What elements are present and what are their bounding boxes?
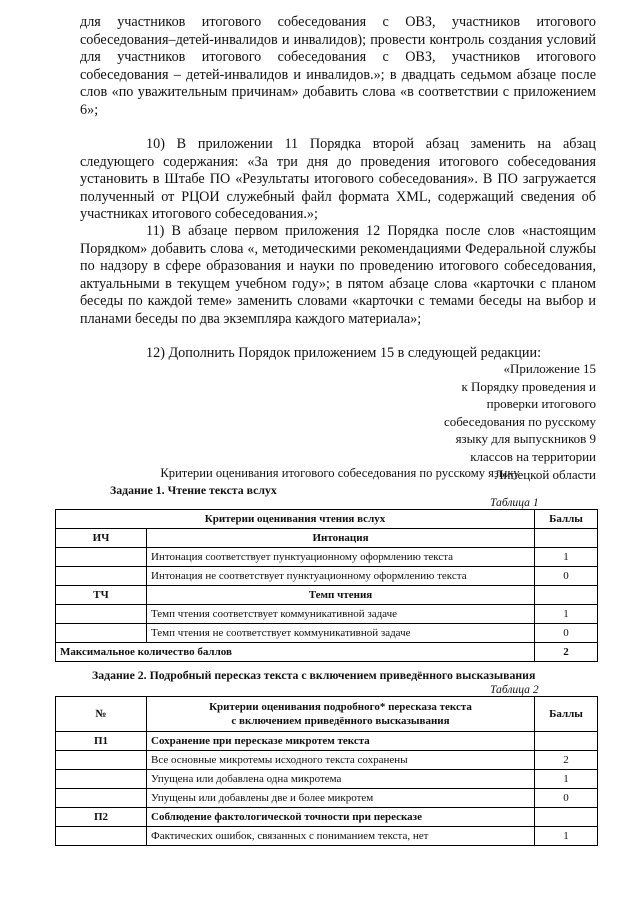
table1-code-tch: ТЧ [56, 586, 147, 605]
table2-header-points: Баллы [535, 697, 598, 732]
table2-criterion: Фактических ошибок, связанных с пониманием текста, нет [147, 827, 535, 846]
table-row [56, 751, 598, 770]
paragraph-continuation: для участников итогового собеседования с ОВЗ, участников итогового собеседования–детей-инвалидов и инвалидов); провести контроль создания условий для участников итогового собеседования с ОВЗ, участников итогового собеседования – детей-инвалидов и инвалидов.»; в двадцать седьмом абзаце после слов «по уважительным причинам» добавить слова «в соответствии с приложением 6»; [80, 14, 596, 118]
table1-code-ich: ИЧ [56, 529, 147, 548]
appendix-header-line: «Приложение 15 [503, 361, 596, 376]
table2-code-p1: П1 [56, 732, 147, 751]
table1-section-title: Темп чтения [147, 586, 535, 605]
table1-header-points: Баллы [535, 510, 598, 529]
table-row [56, 808, 598, 827]
paragraph-item-12: 12) Дополнить Порядок приложением 15 в следующей редакции: [146, 345, 542, 361]
table-row [56, 770, 598, 789]
criteria-title: Критерии оценивания итогового собеседования по русскому языку [160, 466, 520, 480]
table1-max-points: 2 [535, 643, 598, 662]
appendix-header-line: языку для выпускников 9 [455, 431, 596, 447]
paragraph-item-10: 10) В приложении 11 Порядка второй абзац заменить на абзац следующего содержания: «За три дня до проведения итогового собеседования установить в Штабе ПО «Результаты итогового собеседования». В ПО загружается полученный от РЦОИ служебный файл формата XML, содержащий сведения об участниках итогового собеседования.»; [80, 136, 596, 222]
table-1 [55, 509, 598, 662]
appendix-header-line: собеседования по русскому [443, 413, 596, 429]
table-row [56, 827, 598, 846]
table1-criterion: Интонация соответствует пунктуационному оформлению текста [147, 548, 535, 567]
table-row [56, 510, 598, 529]
table1-criterion: Темп чтения соответствует коммуникативной задаче [147, 605, 535, 624]
table2-points: 1 [535, 827, 598, 846]
table-row [56, 624, 598, 643]
table2-points: 2 [535, 751, 598, 770]
appendix-header-line: проверки итогового [486, 396, 596, 412]
appendix-header-line: к Порядку проведения и [461, 378, 596, 394]
table-row [56, 605, 598, 624]
table2-header-criteria [147, 697, 535, 732]
appendix-header [410, 360, 596, 483]
table-row [56, 529, 598, 548]
table1-section-title: Интонация [147, 529, 535, 548]
table1-header-criteria: Критерии оценивания чтения вслух [56, 510, 535, 529]
table1-caption: Таблица 1 [490, 496, 539, 509]
table-row [56, 789, 598, 808]
table-row [56, 643, 598, 662]
table1-max-label: Максимальное количество баллов [56, 643, 535, 662]
table2-header-num: № [56, 697, 147, 732]
table2-caption: Таблица 2 [490, 683, 539, 696]
table-row [56, 586, 598, 605]
table-row [56, 567, 598, 586]
table1-criterion: Интонация не соответствует пунктуационному оформлению текста [147, 567, 535, 586]
table2-criterion: Упущена или добавлена одна микротема [147, 770, 535, 789]
table-2 [55, 696, 598, 846]
task2-title: Задание 2. Подробный пересказ текста с включением приведённого высказывания [92, 668, 536, 682]
table2-header-line: Критерии оценивания подробного* пересказа текста [209, 701, 472, 713]
table2-code-p2: П2 [56, 808, 147, 827]
table-row [56, 732, 598, 751]
table1-points: 1 [535, 605, 598, 624]
table2-criterion: Упущены или добавлены две и более микротем [147, 789, 535, 808]
table2-points: 0 [535, 789, 598, 808]
table1-points: 1 [535, 548, 598, 567]
table2-header-line: с включением приведённого высказывания [231, 715, 450, 727]
table2-points: 1 [535, 770, 598, 789]
table2-section-title: Сохранение при пересказе микротем текста [147, 732, 535, 751]
table-row [56, 697, 598, 732]
paragraph-item-11: 11) В абзаце первом приложения 12 Порядка после слов «настоящим Порядком» добавить слова «, методическими рекомендациями Федеральной службы по надзору в сфере образования и науки по проведению итогового собеседования, актуальными в текущем учебном году»; в пятом абзаце слова «карточки с планом беседы по каждой теме» заменить словами «карточки с темами беседы на выбор и планами беседы по два экземпляра каждого материала»; [80, 223, 596, 327]
task1-title: Задание 1. Чтение текста вслух [110, 483, 277, 497]
table1-points: 0 [535, 567, 598, 586]
table2-section-title: Соблюдение фактологической точности при пересказе [147, 808, 535, 827]
table2-criterion: Все основные микротемы исходного текста сохранены [147, 751, 535, 770]
table-row [56, 548, 598, 567]
appendix-header-line: Липецкой области [494, 466, 596, 482]
table1-criterion: Темп чтения не соответствует коммуникативной задаче [147, 624, 535, 643]
appendix-header-line: классов на территории [470, 448, 596, 464]
table1-points: 0 [535, 624, 598, 643]
